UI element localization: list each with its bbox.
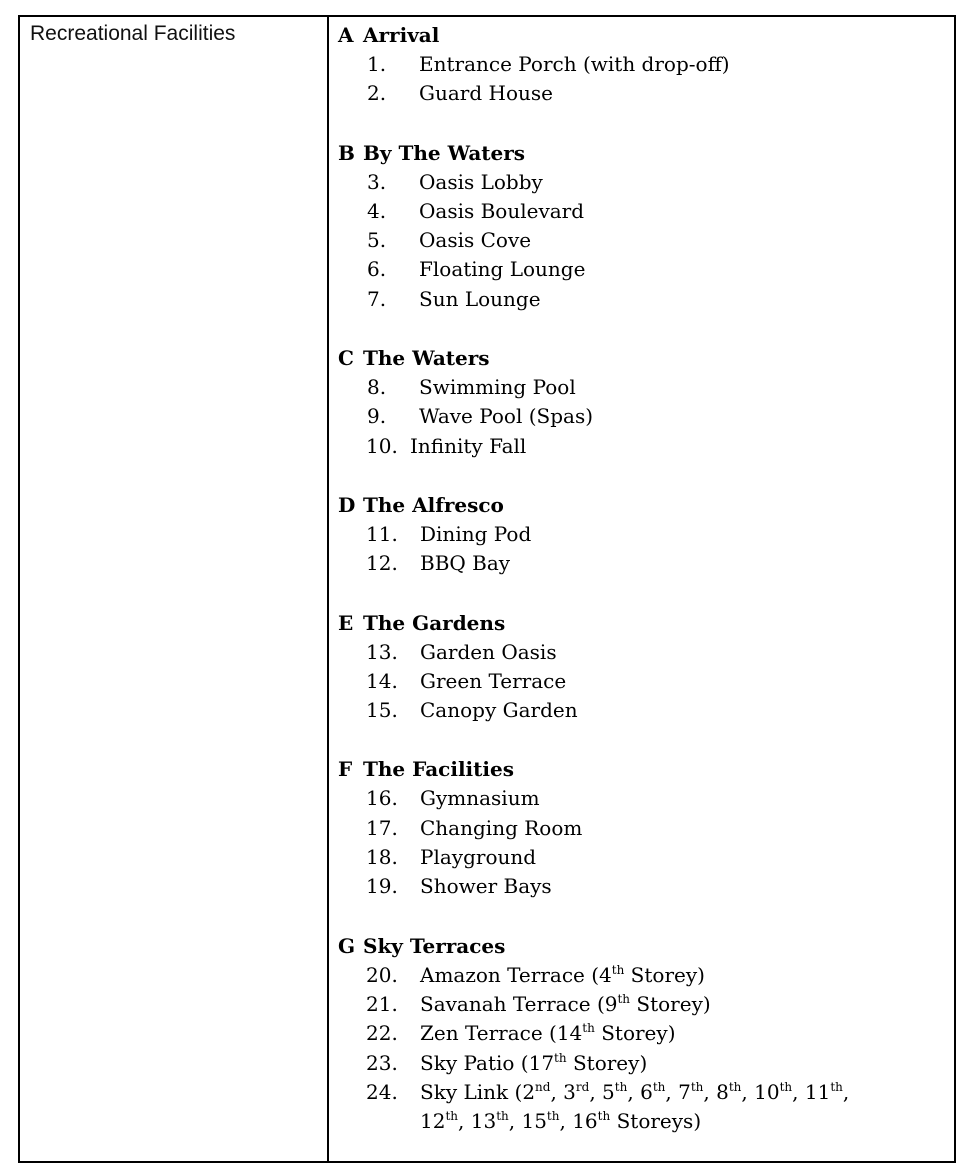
- label-text: , 7: [665, 1079, 691, 1104]
- item-label: [420, 961, 705, 990]
- label-text: , 10: [741, 1079, 780, 1104]
- label-text: Amazon Terrace (4: [420, 962, 612, 987]
- section-title: Sky Terraces: [363, 933, 506, 958]
- list-item: [338, 784, 954, 813]
- item-number: 18.: [366, 845, 398, 870]
- section-title: Arrival: [363, 23, 440, 47]
- item-number: 5.: [367, 228, 387, 253]
- item-label: Garden Oasis: [420, 639, 557, 664]
- item-label: Entrance Porch (with drop-off): [419, 52, 730, 76]
- list-item: [338, 814, 954, 843]
- item-number: 7.: [367, 286, 387, 311]
- section-heading: [338, 139, 954, 168]
- section-heading: [338, 609, 954, 638]
- item-label: Gymnasium: [420, 786, 540, 811]
- label-text: Storeys): [610, 1109, 702, 1134]
- item-label: [420, 1019, 676, 1048]
- item-label: Oasis Lobby: [419, 169, 543, 194]
- list-item: [338, 549, 954, 578]
- section-a: [338, 21, 954, 109]
- item-label: [420, 1078, 890, 1137]
- item-label: BBQ Bay: [420, 551, 511, 576]
- ordinal-suffix: th: [546, 1109, 560, 1124]
- item-number: 3.: [367, 169, 387, 194]
- item-label: [420, 1049, 647, 1078]
- list-item: [338, 843, 954, 872]
- ordinal-suffix: th: [830, 1079, 843, 1094]
- item-label: Oasis Boulevard: [419, 198, 585, 223]
- ordinal-suffix: th: [652, 1079, 666, 1094]
- item-label: Dining Pod: [420, 521, 532, 546]
- item-label: Swimming Pool: [419, 375, 576, 400]
- ordinal-suffix: th: [617, 991, 631, 1006]
- item-label: Oasis Cove: [419, 228, 532, 253]
- list-item: [338, 667, 954, 696]
- section-heading: [338, 932, 954, 961]
- section-b: [338, 139, 954, 314]
- item-number: 21.: [366, 991, 398, 1016]
- list-item: [338, 255, 954, 284]
- list-item: [338, 432, 954, 461]
- facilities-table: [18, 15, 956, 1163]
- ordinal-suffix: th: [614, 1079, 628, 1094]
- item-number: 12.: [366, 551, 398, 576]
- label-text: , 15: [508, 1109, 547, 1134]
- label-text: Storey): [594, 1021, 676, 1046]
- item-number: 15.: [366, 698, 398, 723]
- list-item: [338, 1078, 954, 1137]
- label-text: Zen Terrace (14: [420, 1021, 583, 1046]
- item-number: 13.: [366, 639, 398, 664]
- ordinal-suffix: th: [728, 1079, 742, 1094]
- section-title: The Gardens: [363, 610, 506, 635]
- row-label: Recreational Facilities: [30, 22, 236, 45]
- list-item: [338, 1049, 954, 1078]
- list-item: [338, 168, 954, 197]
- item-number: 11.: [366, 521, 398, 546]
- section-heading: [338, 755, 954, 784]
- item-number: 22.: [366, 1021, 398, 1046]
- label-text: , 5: [589, 1079, 615, 1104]
- item-label: [420, 990, 711, 1019]
- label-text: , 6: [627, 1079, 653, 1104]
- list-item: [338, 638, 954, 667]
- item-number: 6.: [367, 257, 387, 282]
- item-label: Floating Lounge: [419, 257, 586, 282]
- item-number: 17.: [366, 815, 398, 840]
- list-item: [338, 226, 954, 255]
- label-text: , 3: [550, 1079, 576, 1104]
- item-number: 19.: [366, 874, 398, 899]
- list-item: [338, 79, 954, 108]
- list-item: [338, 402, 954, 431]
- label-text: Savanah Terrace (9: [420, 991, 618, 1016]
- section-heading: [338, 491, 954, 520]
- row-label-cell: [20, 17, 329, 1161]
- ordinal-suffix: nd: [535, 1079, 551, 1094]
- ordinal-suffix: th: [779, 1079, 793, 1094]
- item-label: Green Terrace: [420, 668, 567, 693]
- section-heading: [338, 344, 954, 373]
- section-title: The Facilities: [363, 757, 514, 782]
- section-heading: [338, 21, 954, 50]
- label-text: , 16: [559, 1109, 598, 1134]
- label-text: , 12: [420, 1079, 850, 1134]
- facilities-list-cell: [329, 17, 954, 1161]
- label-text: Storey): [624, 962, 705, 987]
- list-item: [338, 990, 954, 1019]
- label-text: , 8: [703, 1079, 729, 1104]
- section-letter: C: [338, 346, 354, 371]
- item-number: 23.: [366, 1050, 398, 1075]
- label-text: Storey): [630, 991, 711, 1016]
- list-item: [338, 1019, 954, 1048]
- item-number: 14.: [366, 668, 398, 693]
- section-f: [338, 755, 954, 901]
- section-letter: F: [338, 757, 353, 782]
- item-label: Wave Pool (Spas): [419, 404, 594, 429]
- label-text: Storey): [566, 1050, 648, 1075]
- ordinal-suffix: th: [611, 962, 625, 977]
- label-text: , 11: [792, 1079, 831, 1104]
- item-label: Playground: [420, 845, 537, 870]
- section-c: [338, 344, 954, 461]
- list-item: [338, 50, 954, 79]
- section-letter: G: [338, 933, 356, 958]
- section-letter: B: [338, 140, 355, 165]
- ordinal-suffix: th: [582, 1021, 595, 1036]
- label-text: Sky Patio (17: [420, 1050, 555, 1075]
- label-text: , 13: [458, 1109, 497, 1134]
- section-title: The Alfresco: [363, 492, 504, 517]
- item-number: 20.: [366, 962, 398, 987]
- list-item: [338, 520, 954, 549]
- list-item: [338, 285, 954, 314]
- section-d: [338, 491, 954, 579]
- label-text: Sky Link (2: [420, 1079, 536, 1104]
- item-number: 9.: [367, 404, 387, 429]
- item-number: 8.: [367, 375, 387, 400]
- item-number: 10.: [366, 433, 398, 458]
- ordinal-suffix: th: [445, 1109, 459, 1124]
- list-item: [338, 373, 954, 402]
- ordinal-suffix: rd: [575, 1079, 590, 1094]
- item-label: Shower Bays: [420, 874, 552, 899]
- section-letter: E: [338, 610, 354, 635]
- item-label: Changing Room: [420, 815, 583, 840]
- section-title: By The Waters: [363, 140, 526, 165]
- section-e: [338, 609, 954, 726]
- list-item: [338, 197, 954, 226]
- item-label: Canopy Garden: [420, 698, 578, 723]
- item-label: Infinity Fall: [410, 433, 527, 458]
- section-letter: A: [338, 23, 354, 47]
- ordinal-suffix: th: [597, 1109, 611, 1124]
- item-label: Guard House: [419, 81, 553, 106]
- list-item: [338, 872, 954, 901]
- item-number: 1.: [367, 52, 387, 76]
- item-number: 16.: [366, 786, 398, 811]
- section-letter: D: [338, 492, 356, 517]
- ordinal-suffix: th: [690, 1079, 704, 1094]
- section-g: [338, 932, 954, 1137]
- item-number: 2.: [367, 81, 387, 106]
- list-item: [338, 961, 954, 990]
- item-number: 4.: [367, 198, 387, 223]
- list-item: [338, 696, 954, 725]
- item-number: 24.: [366, 1079, 398, 1104]
- ordinal-suffix: th: [496, 1109, 509, 1124]
- item-label: Sun Lounge: [419, 286, 541, 311]
- section-title: The Waters: [363, 346, 490, 371]
- ordinal-suffix: th: [554, 1050, 567, 1065]
